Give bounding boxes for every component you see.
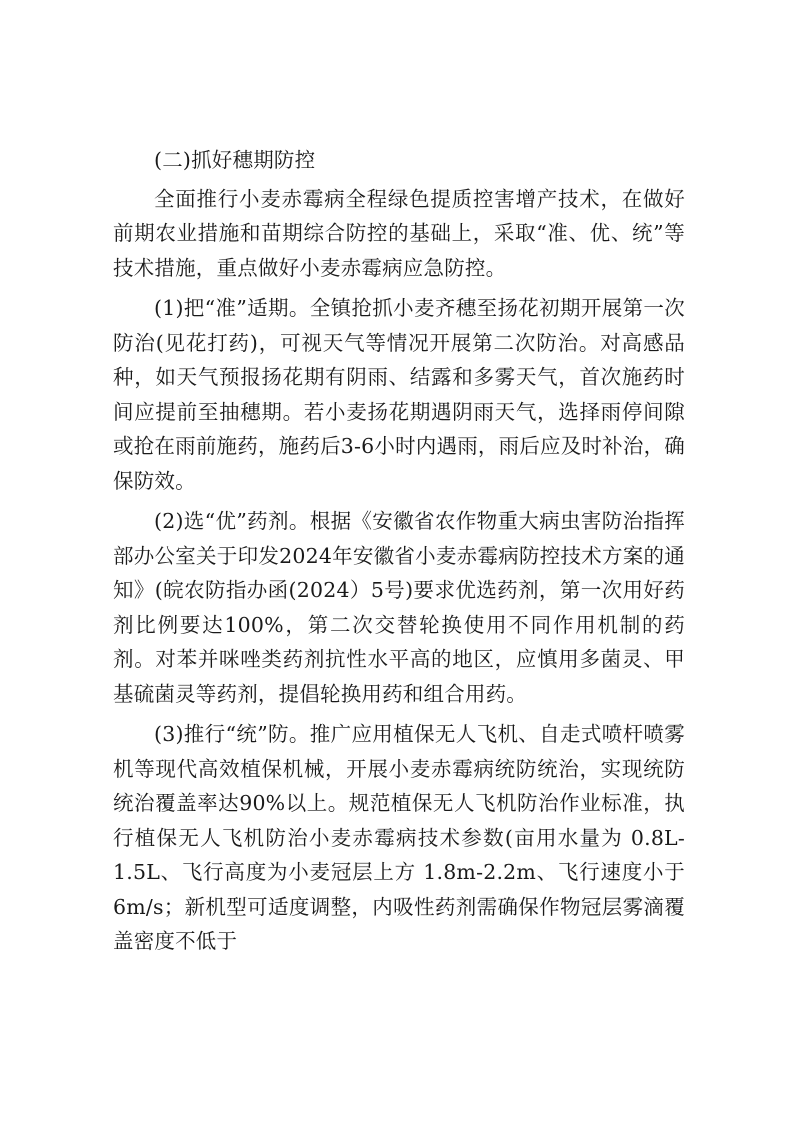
section-heading: (二)抓好穗期防控 bbox=[154, 148, 316, 172]
document-body bbox=[113, 143, 685, 959]
paragraph-pesticide: (2)选“优”药剂。根据《安徽省农作物重大病虫害防治指挥部办公室关于印发2024年安徽省小麦赤霉病防控技术方案的通知》(皖农防指办函(2024）5号)要求优选药剂，第一次用好药剂比例要达100%，第二次交替轮换使用不同作用机制的药剂。对苯并咪唑类药剂抗性水平高的地区，应慎用多菌灵、甲基硫菌灵等药剂，提倡轮换用药和组合用药。 bbox=[113, 509, 685, 706]
paragraph-timing: (1)把“准”适期。全镇抢抓小麦齐穗至扬花初期开展第一次防治(见花打药)，可视天气等情况开展第二次防治。对高感品种，如天气预报扬花期有阴雨、结露和多雾天气，首次施药时间应提前至抽穗期。若小麦扬花期遇阴雨天气，选择雨停间隙或抢在雨前施药，施药后3-6小时内遇雨，雨后应及时补治，确保防效。 bbox=[113, 296, 685, 493]
paragraph-unified-control: (3)推行“统”防。推广应用植保无人飞机、自走式喷杆喷雾机等现代高效植保机械，开展小麦赤霉病统防统治，实现统防统治覆盖率达90%以上。规范植保无人飞机防治作业标准，执行植保无人飞机防治小麦赤霉病技术参数(亩用水量为 0.8L-1.5L、飞行高度为小麦冠层上方 1.8m-2.2m、飞行速度小于 6m/s；新机型可适度调整，内吸性药剂需确保作物冠层雾滴覆盖密度不低于 bbox=[113, 722, 685, 953]
paragraph-intro: 全面推行小麦赤霉病全程绿色提质控害增产技术，在做好前期农业措施和苗期综合防控的基础上，采取“准、优、统”等技术措施，重点做好小麦赤霉病应急防控。 bbox=[113, 186, 685, 280]
